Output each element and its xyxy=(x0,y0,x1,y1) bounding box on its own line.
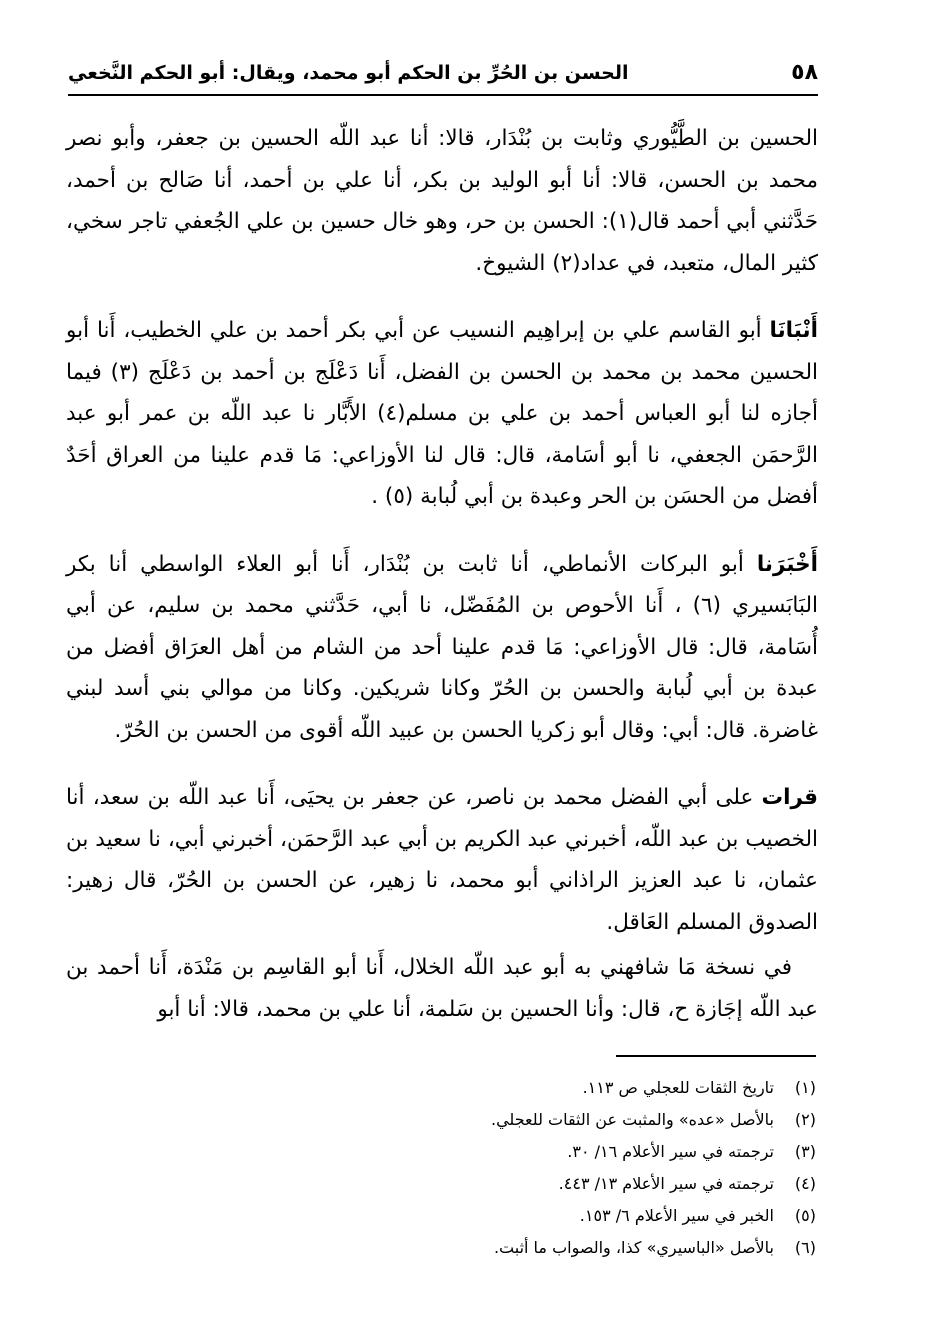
text-line: أبو العباس أحمد بن علي بن مسلم(٤) الأَبَّار نا عبد اللّه بن عمر أبو عبد الرَّحمَن xyxy=(66,401,818,468)
footnote-text: ترجمته في سير الأعلام ١٣/ ٤٤٣. xyxy=(558,1174,774,1193)
footnote-number: (٣) xyxy=(794,1142,816,1161)
text-line: حَدَّثني أبي أحمد قال(١): الحسن بن حر، وهو خال حسين بن علي الجُعفي تاجر xyxy=(129,209,818,234)
text-line: البَابَسيري (٦) ، أَنا الأحوص بن المُفَضّل، نا أبي، حَدَّثني محمد بن سليم، عن أبي xyxy=(66,593,818,618)
page-number: ٥٨ xyxy=(791,60,818,85)
footnote-text: الخبر في سير الأعلام ٦/ ١٥٣. xyxy=(579,1206,774,1225)
text-line: غاضرة. قال: أبي: وقال أبو زكريا الحسن بن عبيد اللّه أقوى من الحسن بن الحُرّ. xyxy=(114,717,818,743)
main-text xyxy=(66,118,818,1030)
text-line: أبو الحسين محمد بن محمد بن الحسن بن الفضل، أَنا دَعْلَج بن أحمد بن دَعْلَج (٣) فيما أجازه لنا xyxy=(66,318,819,426)
text-line: على أبي الفضل محمد بن ناصر، عن جعفر بن يحيَى، أَنا عبد اللّه بن xyxy=(147,785,754,810)
text-line: أبو البركات الأنماطي، أنا ثابت بن بُنْدَار، أَنا أبو العلاء الواسطي أنا بكر xyxy=(66,551,744,577)
footnote-item xyxy=(176,1200,816,1232)
footnote-number: (٦) xyxy=(794,1238,816,1257)
footnote-text: ترجمته في سير الأعلام ١٦/ ٣٠. xyxy=(567,1142,774,1161)
footnote-number: (٢) xyxy=(794,1110,816,1129)
paragraph-4 xyxy=(66,777,818,943)
running-title: الحسن بن الحُرِّ بن الحكم أبو محمد، ويقال: أبو الحكم النَّخعي xyxy=(68,62,629,84)
text-line: أبي، نا سعيد بن عثمان، نا عبد العزيز الراذاني أبو محمد، نا زهير، عن الحسن بن xyxy=(66,826,818,893)
text-line: أُسَامة، قال: قال الأوزاعي: مَا قدم علينا أحد من الشام من أهل العرَاق أفضل من xyxy=(66,634,818,660)
text-line: سخي، كثير المال، متعبد، في عداد(٢) الشيوخ. xyxy=(66,209,818,276)
text-line: الحسين بن الطَّيُّوري وثابت بن بُنْدَار، قالا: أنا عبد اللّه الحسين بن جعفر، وأبو نصر xyxy=(66,126,818,151)
text-line: أبو القاسم علي بن إبراهِيم النسيب عن أبي بكر أحمد بن علي الخطيب، أَنا xyxy=(96,318,762,343)
footnote-divider xyxy=(616,1055,816,1057)
footnote-number: (٤) xyxy=(794,1174,816,1193)
text-line: في نسخة مَا شافهني به أبو عبد اللّه الخلال، أَنا أبو القاسِم بن مَنْدَة، أَنا أحمد بن xyxy=(66,955,792,980)
footnote-item xyxy=(176,1072,816,1104)
footnotes xyxy=(176,1072,816,1264)
footnote-item xyxy=(176,1136,816,1168)
text-line: الجعفي، نا أبو أسَامة، قال: قال لنا الأوزاعي: مَا قدم علينا من العراق أحَدٌ أفضل من xyxy=(66,442,818,509)
paragraph-5 xyxy=(66,947,818,1030)
text-line: محمد بن الحسن، قالا: أنا أبو الوليد بن بكر، أنا علي بن أحمد، أنا صَالح بن أحمد، xyxy=(66,167,818,193)
text-line: عبدة بن أبي لُبابة والحسن بن الحُرّ وكانا شريكين. وكانا من موالي بني أسد لبني xyxy=(66,676,818,701)
paragraph-lead-word: قرات xyxy=(761,785,818,810)
text-line: سعد، أنا الخصيب بن عبد اللّه، أخبرني عبد الكريم بن أبي عبد الرَّحمَن، أخبرني xyxy=(66,785,818,852)
paragraph-2 xyxy=(66,310,818,518)
paragraph-lead-word: أَخْبَرَنا xyxy=(756,551,818,577)
paragraph-3 xyxy=(66,544,818,752)
text-line: عبد اللّه إجَازة ح، قال: وأنا الحسين بن سَلمة، أنا علي بن محمد، قالا: أنا أبو xyxy=(157,996,818,1022)
text-line: الحُرّ، قال زهير: الصدوق المسلم العَاقل. xyxy=(66,868,818,935)
footnote-number: (٥) xyxy=(794,1206,816,1225)
footnote-item xyxy=(176,1232,816,1264)
footnote-text: بالأصل «عده» والمثبت عن الثقات للعجلي. xyxy=(491,1110,774,1129)
text-line: الحسَن بن الحر وعبدة بن أبي لُبابة (٥) . xyxy=(371,484,726,509)
footnote-item xyxy=(176,1168,816,1200)
footnote-text: بالأصل «الباسيري» كذا، والصواب ما أثبت. xyxy=(493,1238,774,1257)
footnote-text: تاريخ الثقات للعجلي ص ١١٣. xyxy=(582,1078,774,1097)
footnote-item xyxy=(176,1104,816,1136)
paragraph-lead-word: أَنْبَانَا xyxy=(769,318,818,343)
paragraph-1 xyxy=(66,118,818,284)
page-header xyxy=(68,58,818,96)
footnote-number: (١) xyxy=(794,1078,816,1097)
